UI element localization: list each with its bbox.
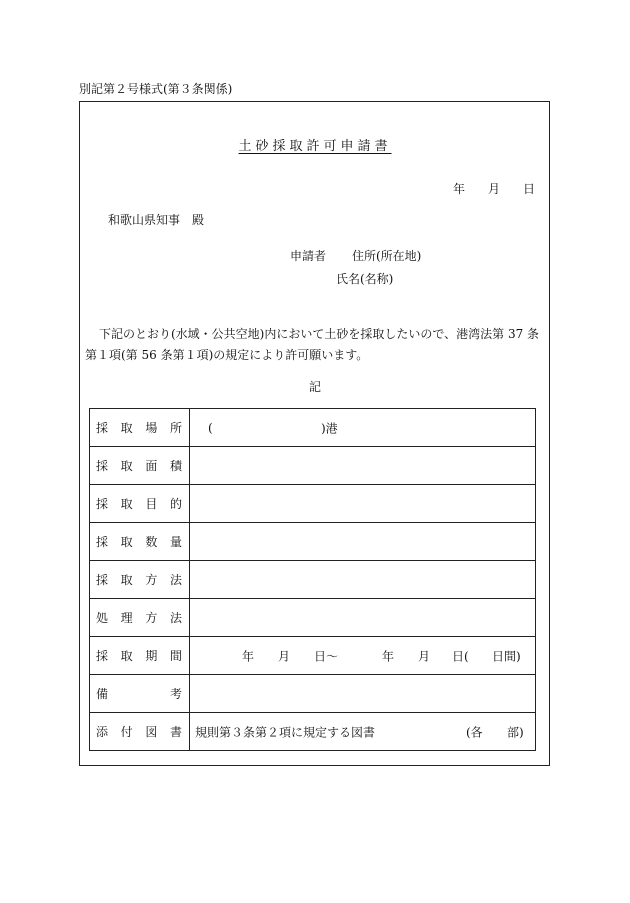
application-details-table xyxy=(89,408,536,751)
label-char: 図 xyxy=(145,725,158,739)
label-char: 取 xyxy=(120,649,133,663)
ki-heading: 記 xyxy=(308,380,321,394)
table-row xyxy=(90,599,536,637)
period-start-year: 年 xyxy=(242,649,255,663)
applicant-name-label: 氏名(名称) xyxy=(336,272,394,286)
applicant-address-label: 住所(所在地) xyxy=(352,249,422,263)
row-label-disposal-method xyxy=(90,599,190,637)
attachment-copies-close: 部) xyxy=(507,725,524,739)
period-end-month: 月 xyxy=(418,649,431,663)
label-char: 取 xyxy=(120,497,133,511)
label-char: 期 xyxy=(145,649,158,663)
label-char: 間 xyxy=(169,649,182,663)
table-row xyxy=(90,675,536,713)
period-end-year: 年 xyxy=(382,649,395,663)
period-end-day: 日( xyxy=(452,649,469,663)
table-row xyxy=(90,561,536,599)
label-char: 付 xyxy=(120,725,133,739)
quantity-value-field[interactable] xyxy=(190,523,536,561)
date-month: 月 xyxy=(488,182,501,196)
label-char: 採 xyxy=(96,649,109,663)
table-row xyxy=(90,409,536,447)
label-char: 取 xyxy=(120,421,133,435)
label-char: 採 xyxy=(96,459,109,473)
row-label-area xyxy=(90,447,190,485)
label-char: 採 xyxy=(96,497,109,511)
table-row xyxy=(90,485,536,523)
label-char: 採 xyxy=(96,535,109,549)
table-row xyxy=(90,523,536,561)
label-char: 場 xyxy=(145,421,158,435)
date-day: 日 xyxy=(523,182,536,196)
document-title-text: 土砂採取許可申請書 xyxy=(238,139,392,154)
date-year: 年 xyxy=(453,182,466,196)
label-char: 採 xyxy=(96,573,109,587)
table-row xyxy=(90,637,536,675)
location-port-suffix: )港 xyxy=(321,421,338,435)
label-char: 目 xyxy=(145,497,158,511)
document-title xyxy=(0,135,630,154)
label-char: 積 xyxy=(169,459,182,473)
label-char: 処 xyxy=(96,611,109,625)
location-open-paren: ( xyxy=(208,420,213,435)
attachment-copies-open: (各 xyxy=(466,725,483,739)
application-body-text: 下記のとおり(水域・公共空地)内において土砂を採取したいので、港湾法第 37 条第１項(第 56 条第１項)の規定により許可願います。 xyxy=(85,327,540,362)
label-char: 方 xyxy=(145,573,158,587)
label-char: 考 xyxy=(169,687,182,701)
label-char: 備 xyxy=(96,687,109,701)
label-char: 法 xyxy=(169,573,182,587)
method-value-field[interactable] xyxy=(190,561,536,599)
area-value-field[interactable] xyxy=(190,447,536,485)
label-char: 添 xyxy=(96,725,109,739)
table-row xyxy=(90,447,536,485)
label-char: 取 xyxy=(120,573,133,587)
row-label-period xyxy=(90,637,190,675)
purpose-value-field[interactable] xyxy=(190,485,536,523)
row-label-attachments xyxy=(90,713,190,751)
label-char: 法 xyxy=(169,611,182,625)
period-value-field[interactable] xyxy=(190,637,536,675)
row-label-remarks xyxy=(90,675,190,713)
addressee: 和歌山県知事 殿 xyxy=(108,213,205,227)
attachment-description: 規則第３条第２項に規定する図書 xyxy=(195,725,376,739)
disposal-method-value-field[interactable] xyxy=(190,599,536,637)
label-char: 取 xyxy=(120,535,133,549)
attachments-value-field[interactable] xyxy=(190,713,536,751)
label-char: 所 xyxy=(169,421,182,435)
label-char: 量 xyxy=(169,535,182,549)
row-label-purpose xyxy=(90,485,190,523)
label-char: 書 xyxy=(169,725,182,739)
form-number-label: 別記第２号様式(第３条関係) xyxy=(79,82,233,96)
row-label-method xyxy=(90,561,190,599)
row-label-quantity xyxy=(90,523,190,561)
label-char: 数 xyxy=(145,535,158,549)
remarks-value-field[interactable] xyxy=(190,675,536,713)
location-value-field[interactable] xyxy=(190,409,536,447)
period-start-day: 日〜 xyxy=(314,649,339,663)
label-char: 取 xyxy=(120,459,133,473)
period-start-month: 月 xyxy=(278,649,291,663)
period-days: 日間) xyxy=(492,649,521,663)
label-char: 的 xyxy=(169,497,182,511)
row-label-location xyxy=(90,409,190,447)
label-char: 面 xyxy=(145,459,158,473)
label-char: 採 xyxy=(96,421,109,435)
label-char: 方 xyxy=(145,611,158,625)
applicant-label: 申請者 xyxy=(290,249,327,263)
label-char: 理 xyxy=(120,611,133,625)
table-row xyxy=(90,713,536,751)
